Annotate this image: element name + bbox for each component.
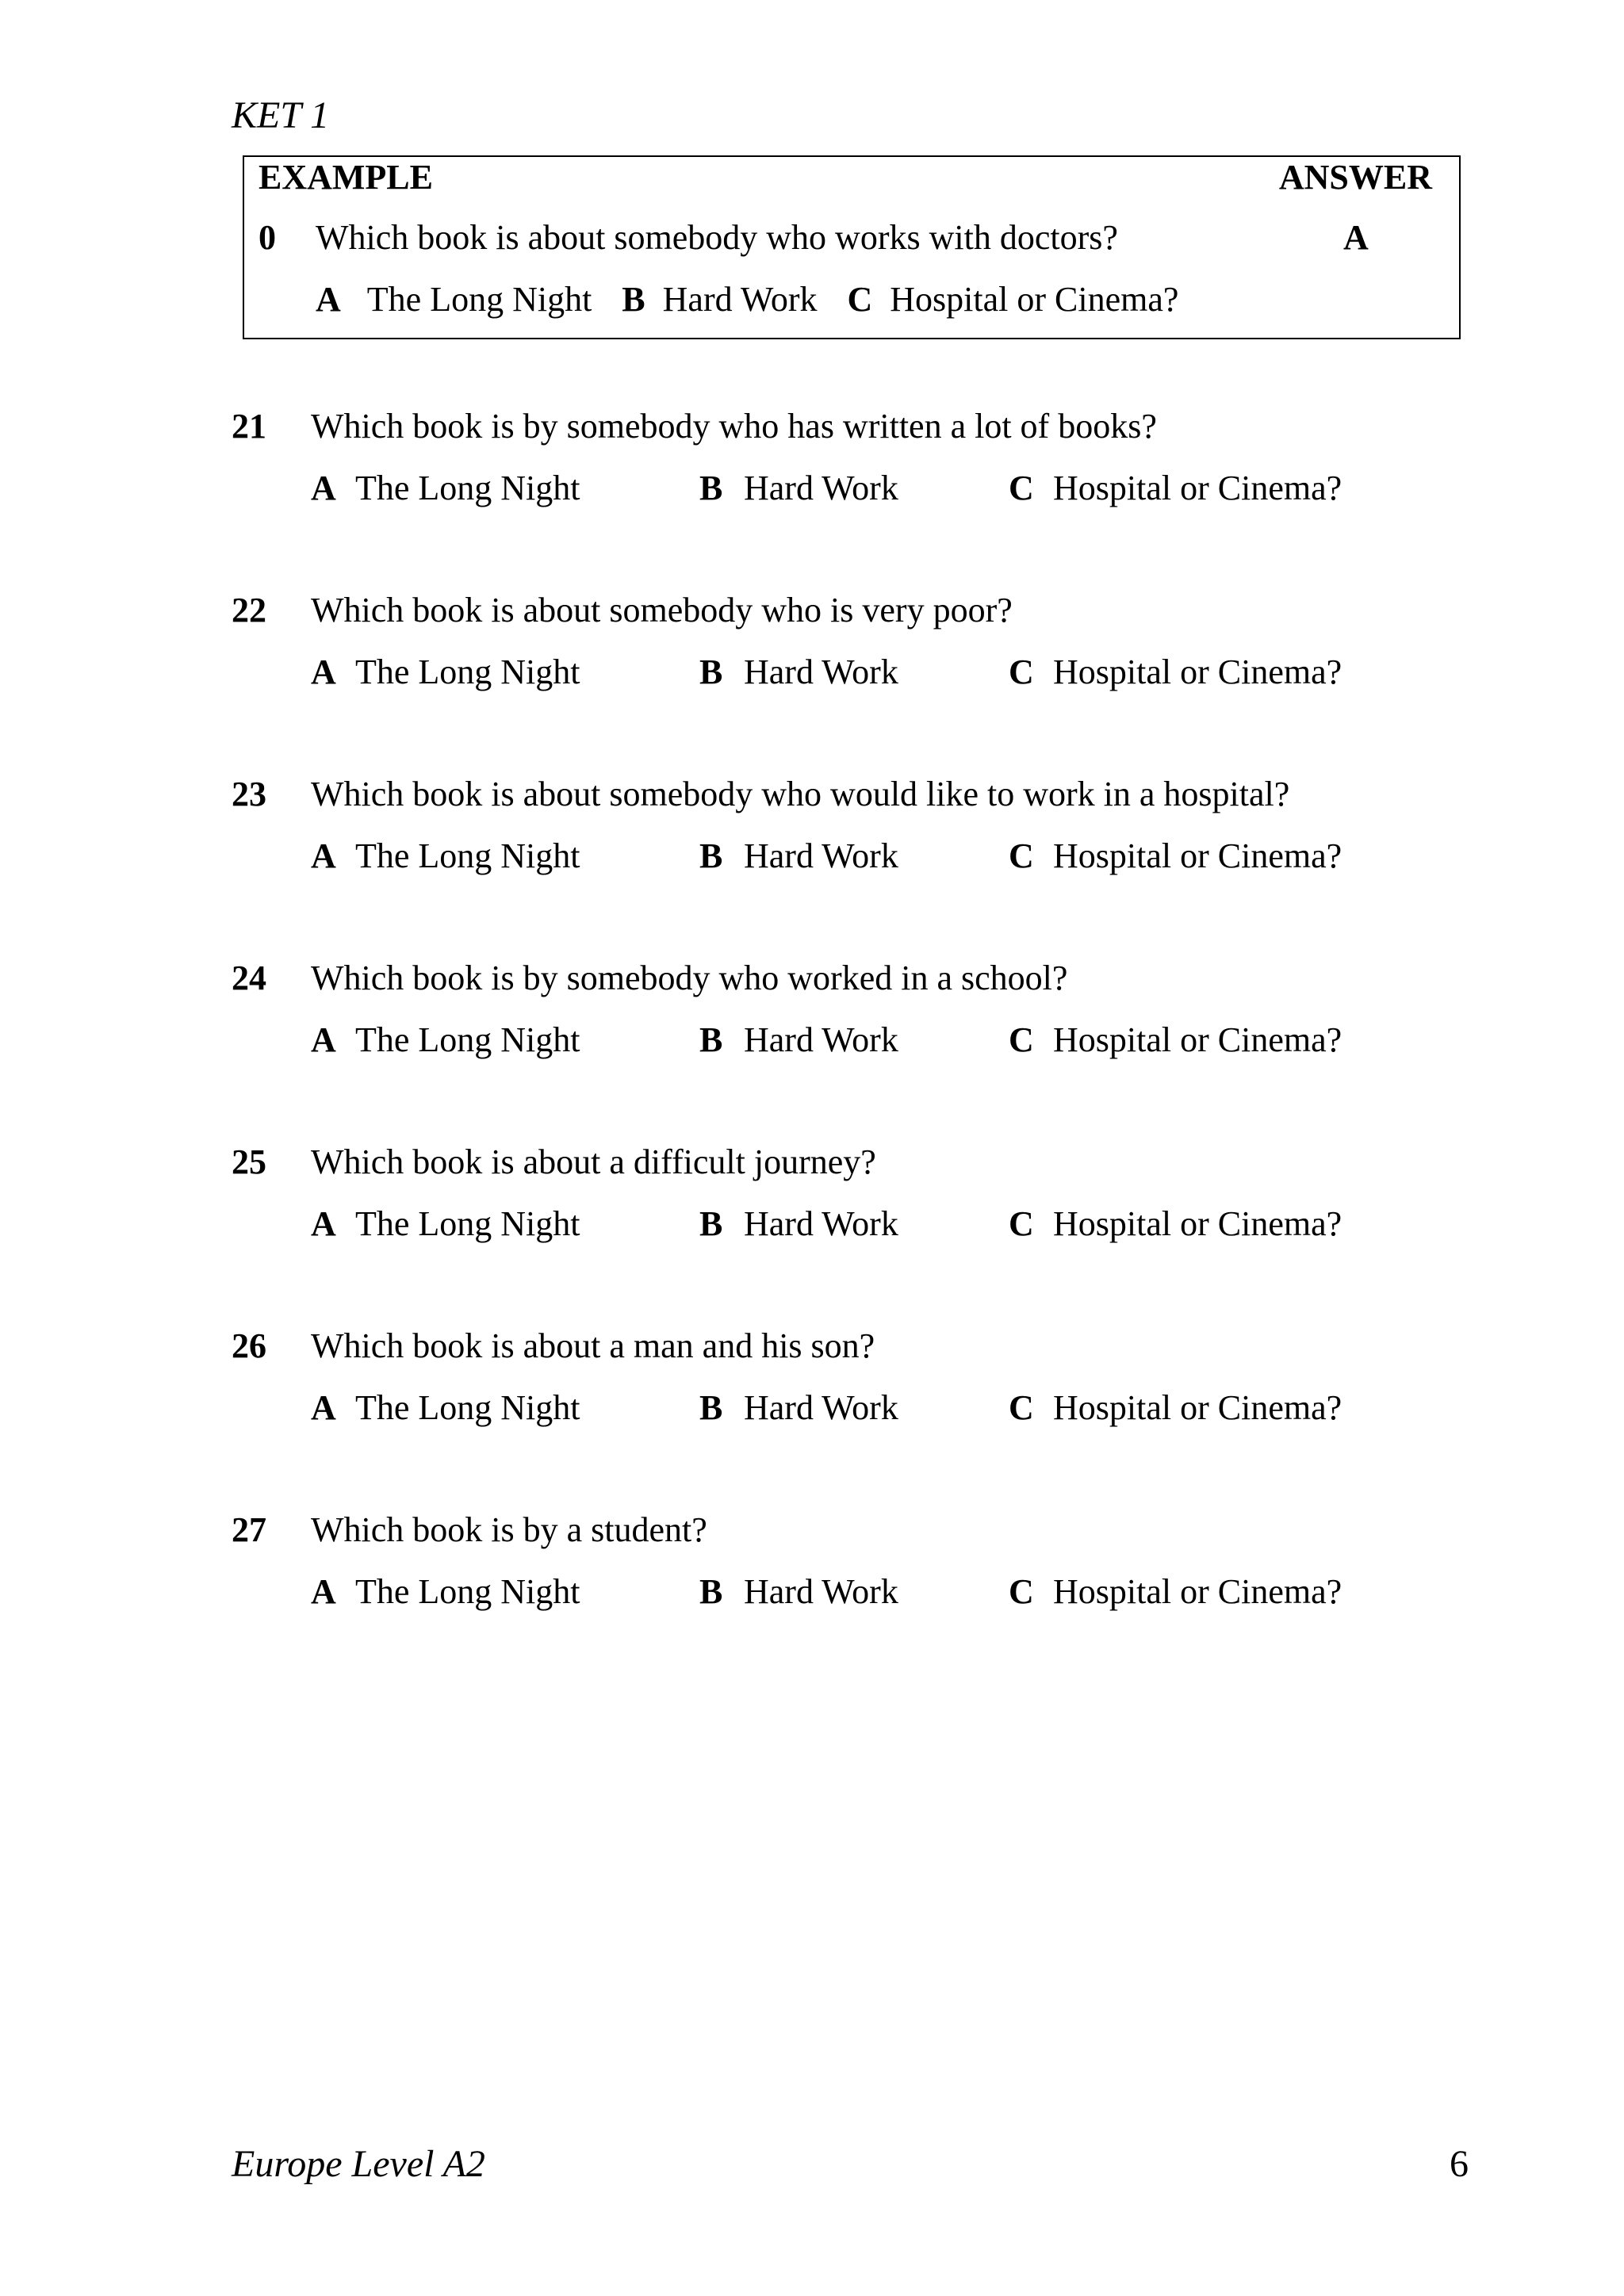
option-text: Hospital or Cinema? bbox=[1053, 836, 1342, 875]
footer-level: Europe Level A2 bbox=[232, 2143, 485, 2185]
option-text: The Long Night bbox=[355, 836, 580, 875]
page-number: 6 bbox=[1450, 2143, 1469, 2185]
option-letter: A bbox=[311, 836, 336, 875]
option-letter: C bbox=[1009, 836, 1034, 875]
question-number: 27 bbox=[232, 1510, 266, 1549]
option-text: Hard Work bbox=[744, 652, 898, 691]
question-text: Which book is by a student? bbox=[311, 1510, 707, 1549]
question-text: Which book is by somebody who worked in a school? bbox=[311, 959, 1068, 997]
option-letter: B bbox=[699, 1572, 723, 1611]
question-number: 24 bbox=[232, 959, 266, 997]
question-text: Which book is about somebody who would like to work in a hospital? bbox=[311, 775, 1290, 813]
option-letter: A bbox=[311, 1388, 336, 1427]
question-number: 25 bbox=[232, 1142, 266, 1181]
example-number: 0 bbox=[259, 218, 276, 257]
question-23 bbox=[232, 774, 1421, 901]
option-b[interactable] bbox=[699, 836, 898, 876]
option-text: Hospital or Cinema? bbox=[1053, 1204, 1342, 1243]
question-text: Which book is about a man and his son? bbox=[311, 1326, 875, 1365]
option-letter: B bbox=[699, 652, 723, 691]
option-letter: A bbox=[311, 1204, 336, 1243]
question-22 bbox=[232, 590, 1421, 717]
question-21 bbox=[232, 406, 1421, 533]
option-b[interactable] bbox=[699, 1203, 898, 1244]
option-text: The Long Night bbox=[355, 1204, 580, 1243]
example-answer-label: ANSWER bbox=[1278, 158, 1432, 197]
option-letter: C bbox=[1009, 1388, 1034, 1427]
example-box bbox=[243, 155, 1461, 339]
question-number: 26 bbox=[232, 1326, 266, 1365]
option-c[interactable] bbox=[1009, 1387, 1342, 1428]
question-text: Which book is about a difficult journey? bbox=[311, 1142, 876, 1181]
option-b[interactable] bbox=[699, 652, 898, 692]
question-text: Which book is by somebody who has written a lot of books? bbox=[311, 407, 1157, 446]
example-answer: A bbox=[1343, 218, 1369, 257]
option-text: Hospital or Cinema? bbox=[1053, 1388, 1342, 1427]
example-option-letter: B bbox=[622, 280, 645, 319]
question-27 bbox=[232, 1510, 1421, 1636]
question-number: 22 bbox=[232, 591, 266, 629]
example-question: Which book is about somebody who works with doctors? bbox=[316, 218, 1118, 257]
example-option-text: Hospital or Cinema? bbox=[890, 280, 1179, 319]
example-option-text: Hard Work bbox=[662, 280, 818, 319]
option-text: Hospital or Cinema? bbox=[1053, 652, 1342, 691]
option-b[interactable] bbox=[699, 1020, 898, 1060]
question-26 bbox=[232, 1326, 1421, 1452]
example-option-letter: A bbox=[316, 280, 341, 319]
example-title: EXAMPLE bbox=[259, 158, 433, 197]
option-letter: B bbox=[699, 1388, 723, 1427]
option-letter: B bbox=[699, 1204, 723, 1243]
option-c[interactable] bbox=[1009, 1020, 1342, 1060]
option-text: Hard Work bbox=[744, 1572, 898, 1611]
option-letter: A bbox=[311, 469, 336, 507]
option-c[interactable] bbox=[1009, 1203, 1342, 1244]
option-text: Hard Work bbox=[744, 1204, 898, 1243]
option-letter: C bbox=[1009, 1204, 1034, 1243]
option-a[interactable] bbox=[311, 468, 580, 508]
example-option-letter: C bbox=[847, 280, 873, 319]
option-a[interactable] bbox=[311, 836, 580, 876]
option-text: The Long Night bbox=[355, 652, 580, 691]
question-number: 23 bbox=[232, 775, 266, 813]
option-text: Hard Work bbox=[744, 1020, 898, 1059]
option-text: Hard Work bbox=[744, 1388, 898, 1427]
option-c[interactable] bbox=[1009, 1571, 1342, 1612]
option-text: The Long Night bbox=[355, 1020, 580, 1059]
option-letter: A bbox=[311, 1020, 336, 1059]
option-c[interactable] bbox=[1009, 468, 1342, 508]
option-c[interactable] bbox=[1009, 652, 1342, 692]
option-letter: A bbox=[311, 652, 336, 691]
option-letter: C bbox=[1009, 1020, 1034, 1059]
option-text: Hospital or Cinema? bbox=[1053, 469, 1342, 507]
question-25 bbox=[232, 1142, 1421, 1269]
option-letter: C bbox=[1009, 469, 1034, 507]
option-b[interactable] bbox=[699, 468, 898, 508]
option-text: Hospital or Cinema? bbox=[1053, 1020, 1342, 1059]
question-number: 21 bbox=[232, 407, 266, 446]
option-b[interactable] bbox=[699, 1571, 898, 1612]
option-text: Hard Work bbox=[744, 469, 898, 507]
option-text: Hard Work bbox=[744, 836, 898, 875]
option-b[interactable] bbox=[699, 1387, 898, 1428]
example-option-text: The Long Night bbox=[366, 280, 592, 319]
option-letter: B bbox=[699, 1020, 723, 1059]
option-a[interactable] bbox=[311, 652, 580, 692]
option-text: The Long Night bbox=[355, 469, 580, 507]
option-a[interactable] bbox=[311, 1203, 580, 1244]
option-letter: B bbox=[699, 836, 723, 875]
question-text: Which book is about somebody who is very poor? bbox=[311, 591, 1013, 629]
page-header: KET 1 bbox=[232, 94, 330, 136]
option-a[interactable] bbox=[311, 1571, 580, 1612]
option-a[interactable] bbox=[311, 1387, 580, 1428]
option-text: Hospital or Cinema? bbox=[1053, 1572, 1342, 1611]
option-c[interactable] bbox=[1009, 836, 1342, 876]
option-a[interactable] bbox=[311, 1020, 580, 1060]
option-letter: C bbox=[1009, 1572, 1034, 1611]
question-24 bbox=[232, 958, 1421, 1085]
option-text: The Long Night bbox=[355, 1572, 580, 1611]
option-letter: A bbox=[311, 1572, 336, 1611]
example-options bbox=[316, 279, 1178, 320]
option-letter: C bbox=[1009, 652, 1034, 691]
option-text: The Long Night bbox=[355, 1388, 580, 1427]
option-letter: B bbox=[699, 469, 723, 507]
